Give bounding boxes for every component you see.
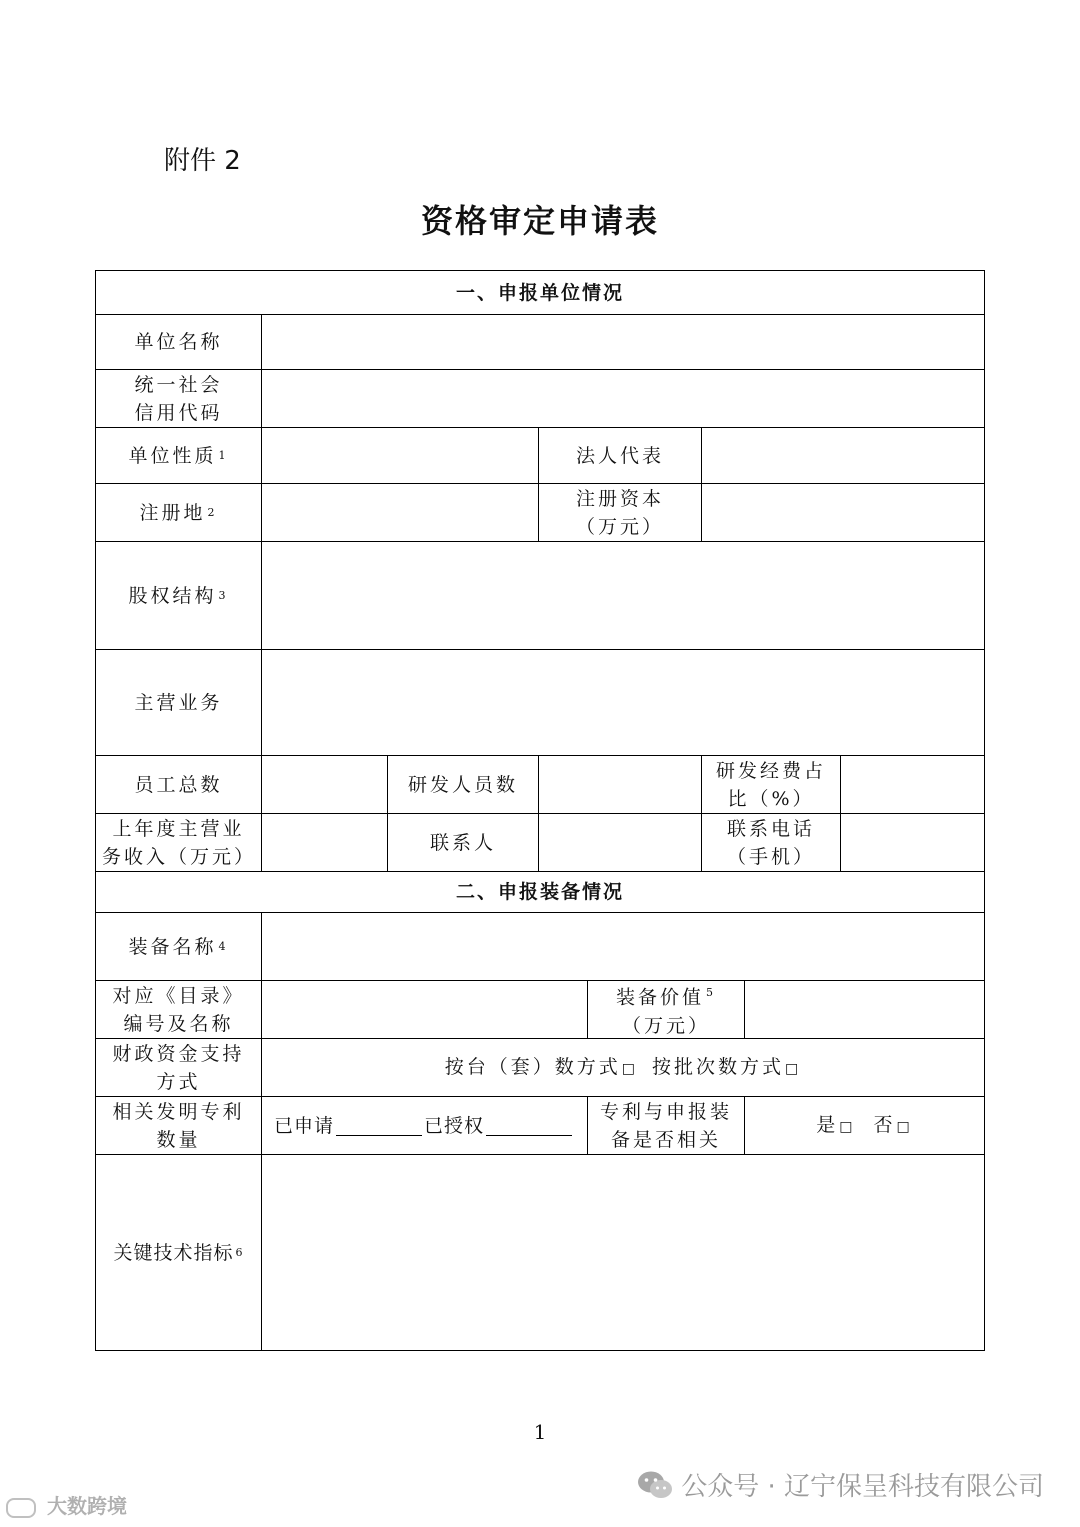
equip-value-field[interactable] [744,981,984,1038]
legal-rep-field[interactable] [701,428,984,483]
option-no[interactable]: 否□ [873,1113,913,1136]
patent-related-label: 专利与申报装 备是否相关 [587,1097,744,1154]
rd-ratio-label: 研发经费占 比（%） [701,756,840,813]
section2-heading: 二、申报装备情况 [455,881,624,903]
reg-capital-label: 注册资本 （万元） [538,484,701,541]
watermark-left [6,1490,127,1519]
attachment-label: 附件 2 [164,146,241,176]
last-revenue-field[interactable] [261,814,387,871]
reg-place-field[interactable] [261,484,538,541]
reg-capital-field[interactable] [701,484,984,541]
watermark-logo-icon [6,1498,36,1518]
credit-code-field[interactable] [261,370,984,427]
contact-label: 联系人 [387,814,538,871]
checkbox-no[interactable]: □ [896,1118,913,1135]
unit-name-row [96,315,984,370]
credit-code-row [96,370,984,428]
form-title: 资格审定申请表 [420,202,659,240]
fund-support-row [96,1039,984,1097]
catalog-row [96,981,984,1039]
equity-row [96,542,984,650]
equity-field[interactable] [261,542,984,649]
equip-name-field[interactable] [261,913,984,980]
patents-row [96,1097,984,1155]
legal-rep-label: 法人代表 [538,428,701,483]
credit-code-label: 统一社会 信用代码 [134,373,223,424]
fund-support-options [261,1039,984,1096]
last-revenue-label: 上年度主营业 务收入（万元） [102,817,257,868]
equity-label: 股权结构 3 [128,584,229,607]
equip-value-label: 装备价值 $^5$ （万元） [587,981,744,1038]
reg-place-row [96,484,984,542]
applied-blank[interactable] [336,1115,422,1136]
watermark-left-text: 大数跨境 [46,1494,127,1518]
option-by-unit[interactable]: 按台（套）数方式□ [444,1055,638,1078]
unit-nature-label: 单位性质 1 [128,444,229,467]
watermark-right [637,1466,1044,1503]
application-form [95,270,985,1351]
rd-ratio-field[interactable] [840,756,984,813]
rd-staff-label: 研发人员数 [387,756,538,813]
section1-heading: 一、申报单位情况 [455,281,624,304]
section1-heading-row [96,271,984,315]
key-indicators-label: 关键技术指标 6 [113,1241,244,1264]
revenue-row [96,814,984,872]
patents-fields: 已申请 已授权 [261,1097,587,1154]
key-indicators-row [96,1155,984,1350]
contact-field[interactable] [538,814,701,871]
wechat-icon [637,1470,673,1500]
patents-label: 相关发明专利 数量 [112,1100,245,1151]
watermark-right-text: 公众号 · 辽宁保呈科技有限公司 [681,1472,1044,1502]
equip-name-label: 装备名称 4 [128,935,229,958]
checkbox-by-unit[interactable]: □ [621,1060,638,1077]
unit-nature-row [96,428,984,484]
catalog-label: 对应《目录》 编号及名称 [112,984,245,1035]
checkbox-yes[interactable]: □ [839,1118,856,1135]
patent-related-options [744,1097,984,1154]
staff-total-label: 员工总数 [134,773,223,796]
unit-name-label: 单位名称 [134,331,223,353]
equip-name-row [96,913,984,981]
section2-heading-row [96,872,984,913]
main-business-field[interactable] [261,650,984,755]
fund-support-label: 财政资金支持 方式 [112,1042,245,1093]
granted-blank[interactable] [486,1115,572,1136]
unit-nature-field[interactable] [261,428,538,483]
key-indicators-field[interactable] [261,1155,984,1350]
reg-place-label: 注册地 2 [139,501,218,524]
unit-name-field[interactable] [261,315,984,369]
page-number: 1 [533,1420,547,1444]
contact-phone-field[interactable] [840,814,984,871]
staff-total-field[interactable] [261,756,387,813]
option-yes[interactable]: 是□ [816,1113,856,1136]
staff-row [96,756,984,814]
main-business-label: 主营业务 [134,691,223,714]
catalog-field[interactable] [261,981,587,1038]
option-by-batch[interactable]: 按批次数方式□ [652,1055,802,1078]
checkbox-by-batch[interactable]: □ [785,1060,802,1077]
rd-staff-field[interactable] [538,756,701,813]
main-business-row [96,650,984,756]
contact-phone-label: 联系电话 （手机） [701,814,840,871]
